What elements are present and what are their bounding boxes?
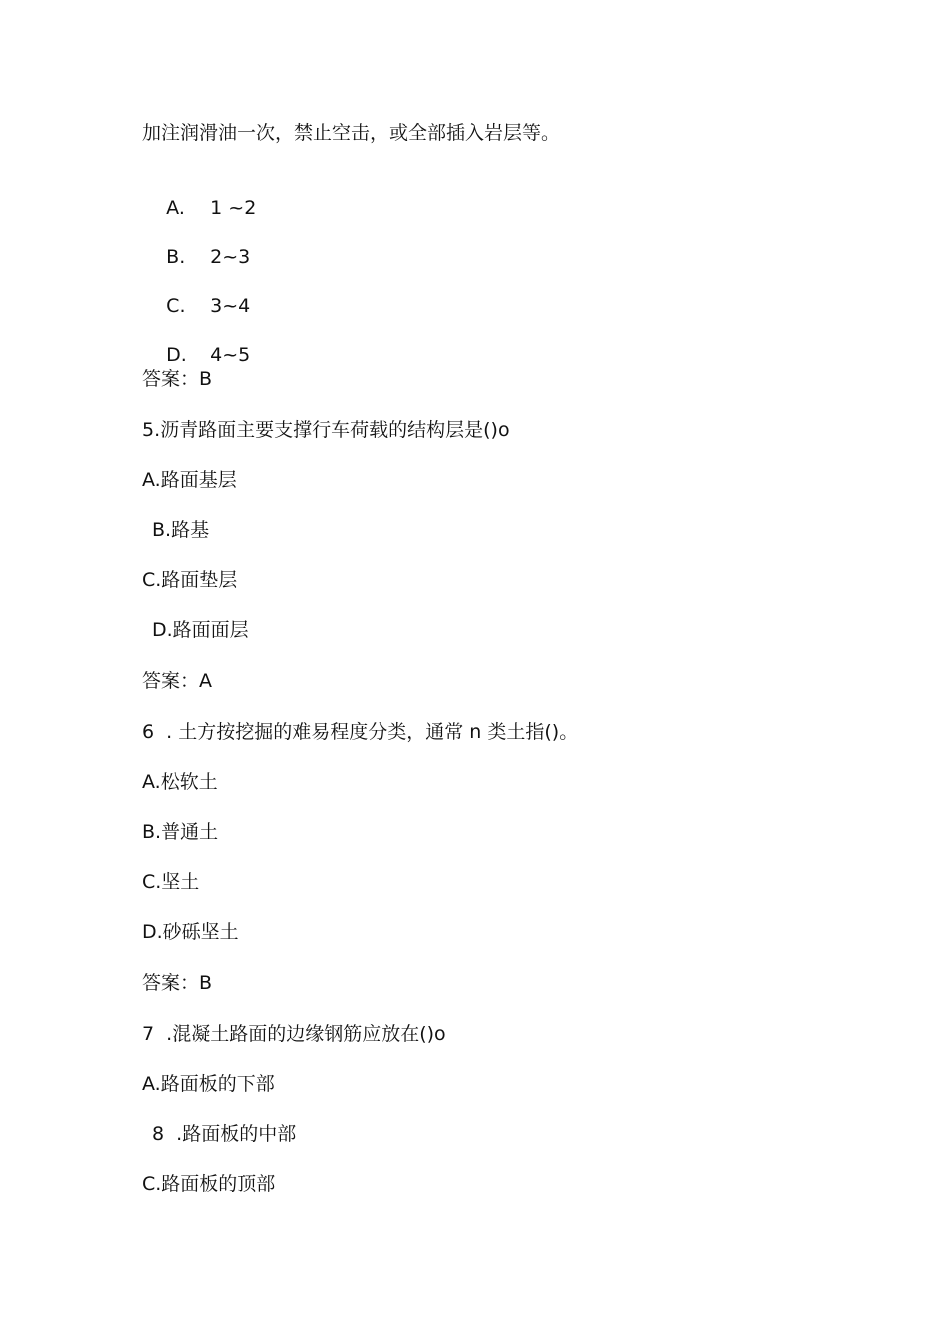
option-letter: C.	[166, 295, 186, 317]
question-7: 7 .混凝土路面的边缘钢筋应放在()o	[142, 1023, 446, 1045]
option-b: 8 .路面板的中部	[152, 1123, 297, 1145]
option-a: A.路面基层	[142, 469, 237, 491]
option-c: C.坚土	[142, 871, 200, 893]
option-a: A.路面板的下部	[142, 1073, 275, 1095]
question-5: 5.沥青路面主要支撑行车荷载的结构层是()o	[142, 419, 510, 441]
option-letter: A.	[166, 197, 185, 219]
option-letter: B.	[166, 246, 186, 268]
option-b: B.路基	[152, 519, 210, 541]
option-letter: D.	[166, 344, 187, 366]
option-d: D.砂砾坚土	[142, 921, 239, 943]
question-6: 6 . 土方按挖掘的难易程度分类，通常 n 类土指()。	[142, 721, 579, 743]
answer-line: 答案：B	[142, 972, 213, 994]
option-a: A.松软土	[142, 771, 218, 793]
option-text: 4~5	[210, 344, 251, 366]
text-line: 加注润滑油一次，禁止空击，或全部插入岩层等。	[142, 122, 561, 144]
option-b: B.普通土	[142, 821, 219, 843]
option-text: 2~3	[210, 246, 251, 268]
option-c: C.路面垫层	[142, 569, 238, 591]
option-d: D.路面面层	[152, 619, 249, 641]
option-text: 1 ~2	[210, 197, 257, 219]
option-text: 3~4	[210, 295, 251, 317]
answer-line: 答案：B	[142, 368, 213, 390]
answer-line: 答案：A	[142, 670, 212, 692]
option-c: C.路面板的顶部	[142, 1173, 276, 1195]
